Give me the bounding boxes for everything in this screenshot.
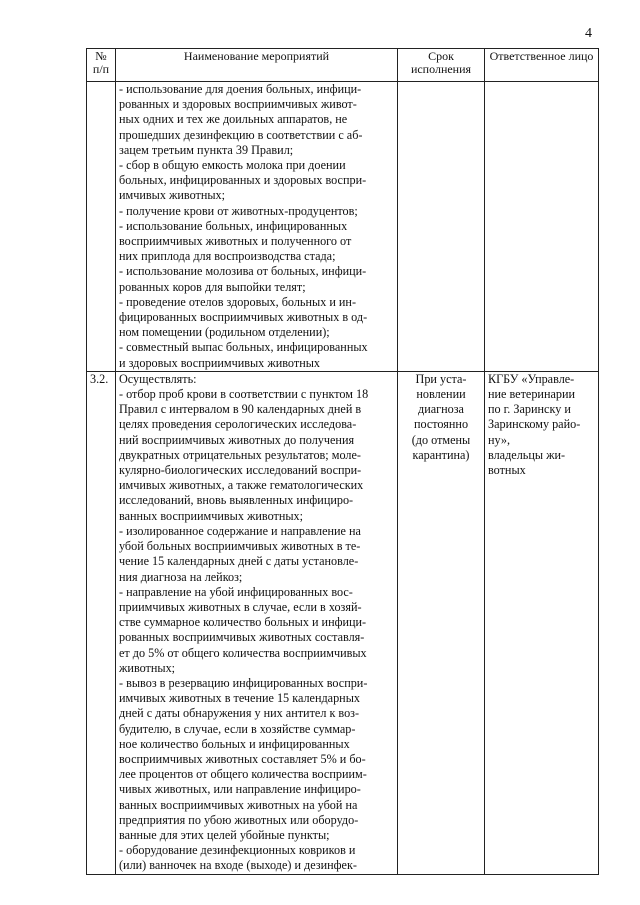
text-line: двукратных отрицательных результатов; моле- [119, 447, 361, 462]
text-line: владельцы жи- [488, 447, 566, 462]
row-number: 3.2. [87, 371, 116, 874]
text-line: диагноза [418, 402, 464, 417]
text-line: чивых животных, или направление инфициро- [119, 782, 361, 797]
text-line: исследований, вновь выявленных инфициро- [119, 493, 354, 508]
text-line: - отбор проб крови в соответствии с пунктом 18 [119, 387, 369, 402]
text-line: (или) ванночек на входе (выходе) и дезинфек- [119, 858, 357, 873]
text-line: - вывоз в резервацию инфицированных воспри- [119, 675, 368, 690]
text-line: имчивых животных; [119, 188, 226, 203]
text-line: будителю, в случае, если в хозяйстве суммар- [119, 721, 356, 736]
text-line: ванные для этих целей убойные пункты; [119, 827, 330, 842]
text-line: - получение крови от животных-продуцентов; [119, 203, 358, 218]
text-line: зацем третьим пункта 39 Правил; [119, 142, 294, 157]
text-line: - использование больных, инфицированных [119, 218, 348, 233]
text-line: ну», [488, 432, 511, 447]
header-term: Срок исполнения [398, 49, 485, 82]
text-line: карантина) [412, 447, 470, 462]
text-line: и здоровых восприимчивых животных [119, 355, 320, 370]
text-line: Осуществлять: [119, 371, 197, 386]
text-line: имчивых животных, а также гематологических [119, 478, 364, 493]
text-line: постоянно [413, 417, 469, 432]
text-line: целях проведения серологических исследова- [119, 417, 357, 432]
text-line: Правил с интервалом в 90 календарных дней в [119, 402, 362, 417]
text-line: кулярно-биологических исследований воспри- [119, 463, 362, 478]
text-line: животных; [119, 660, 176, 675]
text-line: ном помещении (родильном отделении); [119, 325, 330, 340]
text-line: них приплода для воспроизводства стада; [119, 249, 336, 264]
text-line: ванных восприимчивых животных; [119, 508, 304, 523]
row-responsible [485, 82, 599, 372]
text-line: лее процентов от общего количества восприим- [119, 767, 367, 782]
text-line: дней с даты обнаружения у них антител к воз- [119, 706, 360, 721]
text-line: убой больных восприимчивых животных в те- [119, 539, 361, 554]
text-line: ных одних и тех же доильных аппаратов, не [119, 112, 348, 127]
text-line: ние ветеринарии [488, 387, 576, 402]
text-line: - изолированное содержание и направление на [119, 523, 361, 538]
text-line: стве суммарное количество больных и инфици- [119, 615, 367, 630]
page-number: 4 [585, 26, 592, 41]
text-line: - проведение отелов здоровых, больных и ин- [119, 294, 357, 309]
text-line: - совместный выпас больных, инфицированных [119, 340, 368, 355]
text-line: - использование для доения больных, инфици- [119, 82, 362, 96]
text-line: - оборудование дезинфекционных ковриков и [119, 843, 356, 858]
text-line: При уста- [415, 371, 467, 386]
text-line: новлении [416, 387, 466, 402]
text-line: КГБУ «Управле- [488, 371, 575, 386]
text-line: восприимчивых животных составляет 5% и бо- [119, 751, 366, 766]
text-line: фицированных восприимчивых животных в од- [119, 310, 368, 325]
row-responsible [485, 371, 599, 874]
row-term [398, 82, 485, 372]
header-responsible: Ответственное лицо [485, 49, 599, 82]
text-line: ное количество больных и инфицированных [119, 736, 350, 751]
row-number [87, 82, 116, 372]
row-measures [116, 371, 398, 874]
text-line: имчивых животных в течение 15 календарных [119, 691, 360, 706]
text-line: - использование молозива от больных, инфици- [119, 264, 367, 279]
text-line: (до отмены [411, 432, 471, 447]
header-measure-name: Наименование мероприятий [116, 49, 398, 82]
row-measures [116, 82, 398, 372]
text-line: прошедших дезинфекцию в соответствии с аб- [119, 127, 363, 142]
measures-table [86, 48, 599, 875]
header-number: № п/п [87, 49, 116, 82]
text-line: вотных [488, 463, 526, 478]
table-header-row [87, 49, 599, 82]
text-line: больных, инфицированных и здоровых воспри- [119, 173, 367, 188]
text-line: ния диагноза на лейкоз; [119, 569, 243, 584]
text-line: приимчивых животных в случае, если в хозяй- [119, 599, 362, 614]
text-line: ний восприимчивых животных до получения [119, 432, 355, 447]
text-line: по г. Заринску и [488, 402, 571, 417]
text-line: - сбор в общую емкость молока при доении [119, 158, 346, 173]
text-line: рованных и здоровых восприимчивых живот- [119, 97, 357, 112]
text-line: рованных коров для выпойки телят; [119, 279, 306, 294]
text-line: - направление на убой инфицированных вос- [119, 584, 353, 599]
text-line: ванных восприимчивых животных на убой на [119, 797, 358, 812]
text-line: ет до 5% от общего количества восприимчивых [119, 645, 367, 660]
text-line: рованных восприимчивых животных составля- [119, 630, 365, 645]
text-line: восприимчивых животных и полученного от [119, 234, 352, 249]
text-line: чение 15 календарных дней с даты установле- [119, 554, 359, 569]
text-line: предприятия по убою животных или оборудо- [119, 812, 359, 827]
table-row [87, 371, 599, 874]
row-term [398, 371, 485, 874]
table-row [87, 82, 599, 372]
text-line: Заринскому райо- [488, 417, 581, 432]
